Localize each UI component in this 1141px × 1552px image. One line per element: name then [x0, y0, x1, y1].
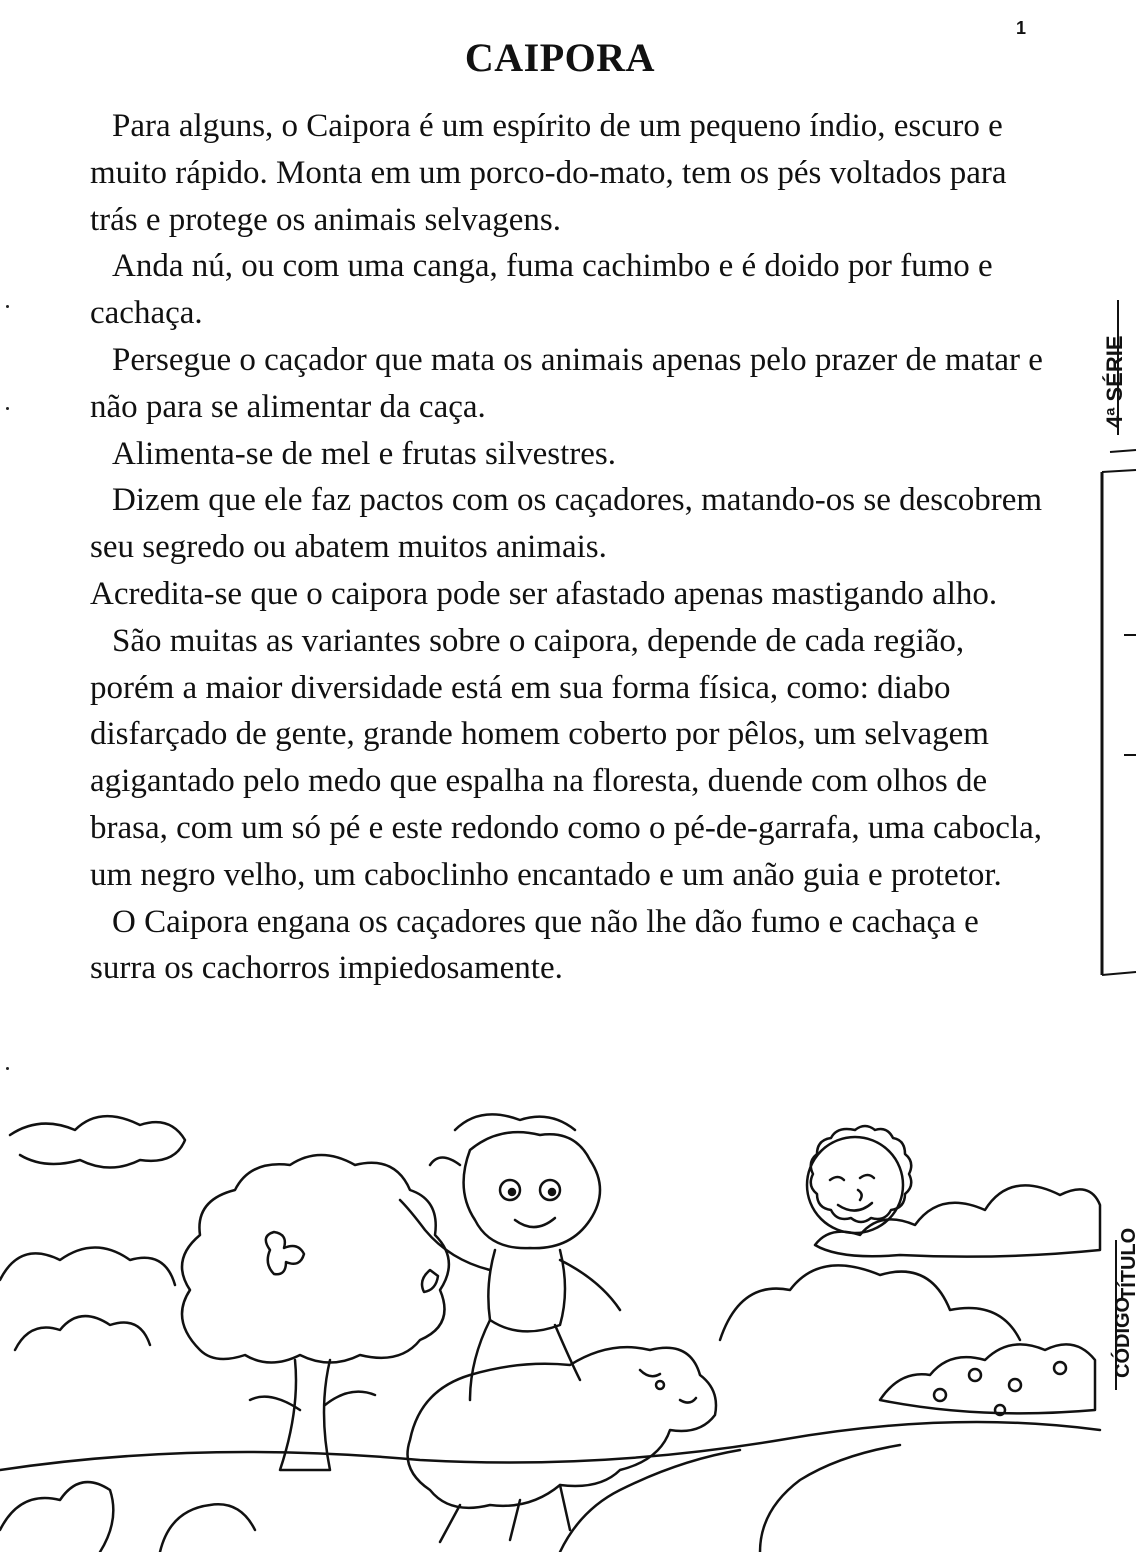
page-number: 1 [1016, 18, 1027, 38]
tree [182, 1155, 449, 1470]
paragraph: Persegue o caçador que mata os animais apenas pelo prazer de matar e não para se alimentar da caça. [90, 341, 1043, 425]
caipora-illustration [0, 1110, 1136, 1552]
bush [0, 1482, 113, 1552]
bush [880, 1344, 1095, 1413]
bush [160, 1504, 255, 1552]
cloud [15, 1316, 150, 1350]
wild-boar [408, 1347, 717, 1542]
path [560, 1445, 900, 1552]
serie-label: 4ª SÉRIE [1102, 335, 1127, 428]
cloud [10, 1116, 185, 1167]
ground [0, 1422, 1100, 1470]
paragraph: Acredita-se que o caipora pode ser afastado apenas mastigando alho. [90, 575, 998, 612]
paragraph: Anda nú, ou com uma canga, fuma cachimbo e é doido por fumo e cachaça. [90, 248, 993, 332]
margin-mark [6, 1067, 9, 1070]
body-text [90, 103, 1050, 992]
paragraph: O Caipora engana os caçadores que não lhe dão fumo e cachaça e surra os cachorros impiedosamente. [90, 903, 979, 987]
sun-icon [807, 1126, 911, 1233]
cloud [720, 1265, 1020, 1340]
page-title: CAIPORA [464, 35, 656, 80]
margin-mark [6, 407, 9, 410]
paragraph: Alimenta-se de mel e frutas silvestres. [112, 435, 617, 472]
paragraph: Para alguns, o Caipora é um espírito de um pequeno índio, escuro e muito rápido. Monta em um porco-do-mato, tem os pés voltados para trás e protege os animais selvagens. [90, 108, 1007, 238]
cloud [0, 1248, 175, 1286]
paragraph: Dizem que ele faz pactos com os caçadores, matando-os se descobrem seu segredo ou abatem muitos animais. [90, 482, 1043, 566]
paragraph: São muitas as variantes sobre o caipora, depende de cada região, porém a maior diversidade está em sua forma física, como: diabo disfarçado de gente, grande homem coberto por pêlos, um selvagem agigantado pelo medo que espalha na floresta, duende com olhos de brasa, com um só pé e este redondo como o pé-de-garrafa, uma cabocla, um negro velho, um caboclinho encantado e um anão guia e protetor. [90, 622, 1043, 893]
codigo-label: CÓDIGO [1112, 1296, 1134, 1378]
titulo-label: TÍTULO [1118, 1227, 1140, 1300]
margin-mark [6, 305, 9, 308]
